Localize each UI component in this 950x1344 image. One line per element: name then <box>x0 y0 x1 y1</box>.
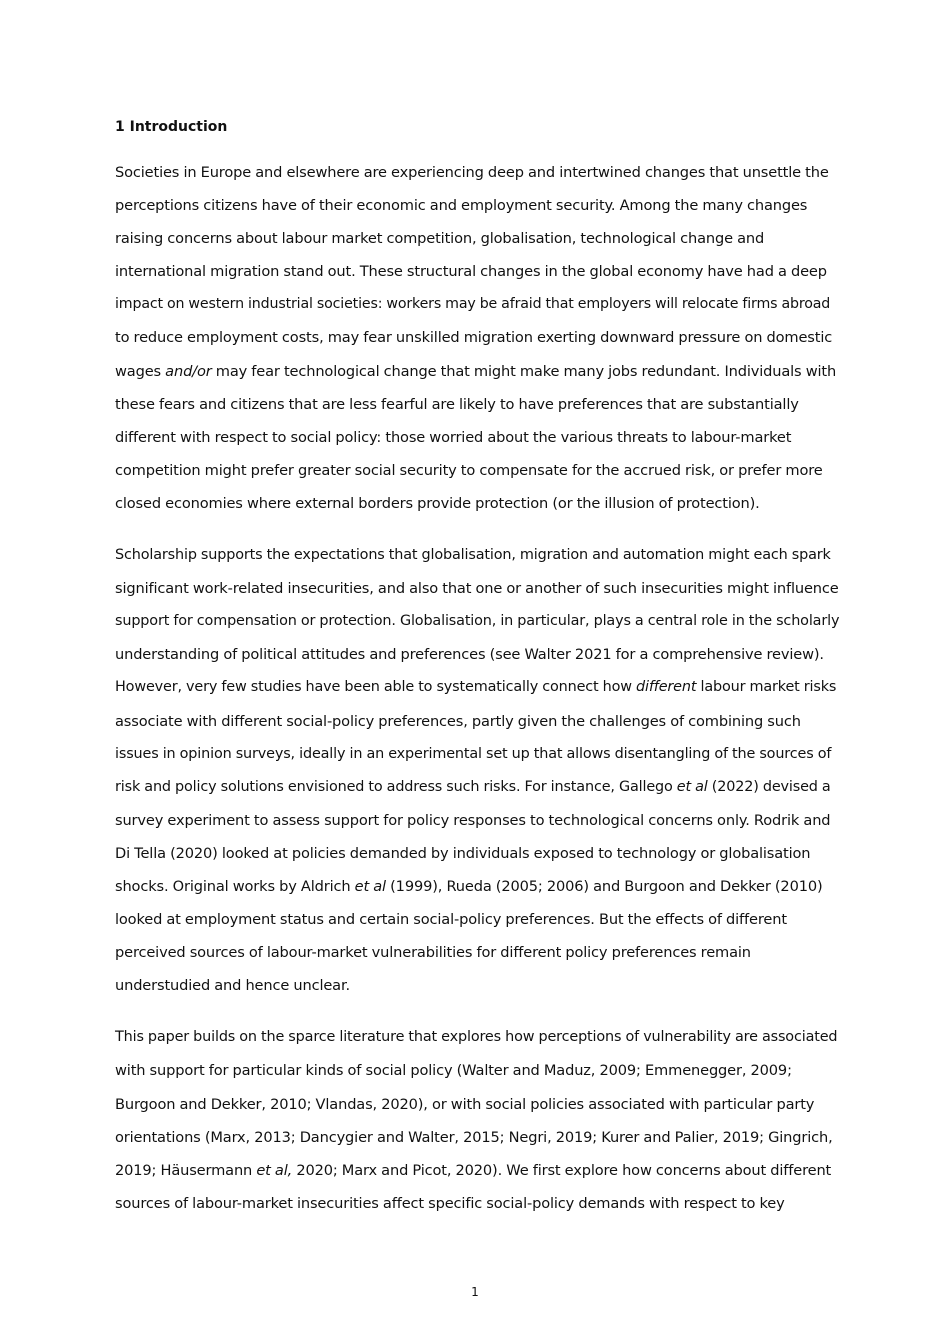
text-run: This paper builds on the sparce literature that explores how perceptions of vulnerability are associated <box>115 1029 838 1046</box>
text-run: support for compensation or protection. Globalisation, in particular, plays a central role in the scholarly <box>115 613 840 630</box>
paragraph <box>115 1021 840 1220</box>
text-line <box>115 1121 840 1154</box>
italic-text: et al <box>676 778 708 795</box>
italic-text: different <box>636 679 697 696</box>
text-line <box>115 388 840 421</box>
text-line <box>115 454 840 487</box>
text-run: orientations (Marx, 2013; Dancygier and Walter, 2015; Negri, 2019; Kurer and Palier, 2019; Gingrich, <box>115 1128 833 1146</box>
paragraph <box>115 156 840 520</box>
text-run: 2019; Häusermann <box>115 1161 257 1179</box>
text-line <box>115 969 840 1002</box>
text-run: looked at employment status and certain social-policy preferences. But the effects of different <box>115 911 787 929</box>
text-run: significant work-related insecurities, and also that one or another of such insecurities might influence <box>115 580 839 598</box>
text-line <box>115 421 840 454</box>
text-line <box>115 539 840 572</box>
text-run: sources of labour-market insecurities affect specific social-policy demands with respect to key <box>115 1194 785 1212</box>
text-run: these fears and citizens that are less fearful are likely to have preferences that are substantially <box>115 395 799 413</box>
text-run: closed economies where external borders provide protection (or the illusion of protection). <box>115 494 760 512</box>
text-run: shocks. Original works by Aldrich <box>115 877 355 895</box>
text-line <box>115 355 840 388</box>
text-line <box>115 255 840 288</box>
text-run: to reduce employment costs, may fear unskilled migration exerting downward pressure on domestic <box>115 329 833 347</box>
text-run: Scholarship supports the expectations that globalisation, migration and automation might each spark <box>115 547 831 564</box>
text-run: issues in opinion surveys, ideally in an experimental set up that allows disentangling of the sources of <box>115 745 832 762</box>
text-run: However, very few studies have been able to systematically connect how <box>115 679 637 696</box>
text-run: Burgoon and Dekker, 2010; Vlandas, 2020), or with social policies associated with particular party <box>115 1095 815 1113</box>
text-line <box>115 804 840 837</box>
text-run: with support for particular kinds of social policy (Walter and Maduz, 2009; Emmenegger, 2009; <box>115 1062 792 1080</box>
italic-text: et al, <box>256 1161 293 1179</box>
text-line <box>115 870 840 903</box>
text-line <box>115 156 840 189</box>
text-line <box>115 638 840 671</box>
text-run: raising concerns about labour market competition, globalisation, technological change and <box>115 230 765 248</box>
text-run: 2020; Marx and Picot, 2020). We first explore how concerns about different <box>292 1161 832 1179</box>
text-line <box>115 738 840 771</box>
paragraph <box>115 539 840 1002</box>
text-run: understudied and hence unclear. <box>115 977 350 995</box>
text-line <box>115 903 840 936</box>
text-run: risk and policy solutions envisioned to address such risks. For instance, Gallego <box>115 778 677 795</box>
text-run: perceived sources of labour-market vulnerabilities for different policy preferences remain <box>115 944 751 962</box>
text-line <box>115 705 840 738</box>
text-line <box>115 1054 840 1087</box>
page-number: 1 <box>471 1285 479 1299</box>
text-run: impact on western industrial societies: workers may be afraid that employers will relocate firms abroad <box>115 296 831 313</box>
italic-text: et al <box>354 877 386 895</box>
text-line <box>115 572 840 605</box>
section-heading: 1 Introduction <box>115 119 228 135</box>
text-line <box>115 671 840 704</box>
text-line <box>115 837 840 870</box>
text-line <box>115 1187 840 1220</box>
text-line <box>115 487 840 520</box>
text-run: survey experiment to assess support for policy responses to technological concerns only. Rodrik and <box>115 811 831 829</box>
text-line <box>115 771 840 804</box>
paper-page <box>115 117 840 1239</box>
text-run: Societies in Europe and elsewhere are experiencing deep and intertwined changes that unsettle the <box>115 164 829 181</box>
body-text <box>115 156 840 1220</box>
text-run: Di Tella (2020) looked at policies demanded by individuals exposed to technology or globalisation <box>115 844 811 862</box>
text-line <box>115 1088 840 1121</box>
text-run: (1999), Rueda (2005; 2006) and Burgoon and Dekker (2010) <box>385 877 823 895</box>
text-run: different with respect to social policy: those worried about the various threats to labour-market <box>115 428 792 446</box>
text-line <box>115 605 840 638</box>
text-run: competition might prefer greater social security to compensate for the accrued risk, or prefer more <box>115 461 823 479</box>
text-run: labour market risks <box>696 679 837 696</box>
text-run: associate with different social-policy preferences, partly given the challenges of combining such <box>115 712 801 730</box>
text-line <box>115 189 840 222</box>
text-line <box>115 321 840 354</box>
text-run: wages <box>115 362 166 380</box>
text-line <box>115 1154 840 1187</box>
text-line <box>115 1021 840 1054</box>
text-run: international migration stand out. These structural changes in the global economy have had a deep <box>115 263 827 281</box>
text-line <box>115 936 840 969</box>
text-run: understanding of political attitudes and preferences (see Walter 2021 for a comprehensive review). <box>115 646 824 664</box>
italic-text: and/or <box>165 362 212 380</box>
text-run: may fear technological change that might make many jobs redundant. Individuals with <box>211 362 837 380</box>
text-run: (2022) devised a <box>707 778 831 795</box>
text-run: perceptions citizens have of their economic and employment security. Among the many changes <box>115 197 808 215</box>
text-line <box>115 288 840 321</box>
text-line <box>115 222 840 255</box>
